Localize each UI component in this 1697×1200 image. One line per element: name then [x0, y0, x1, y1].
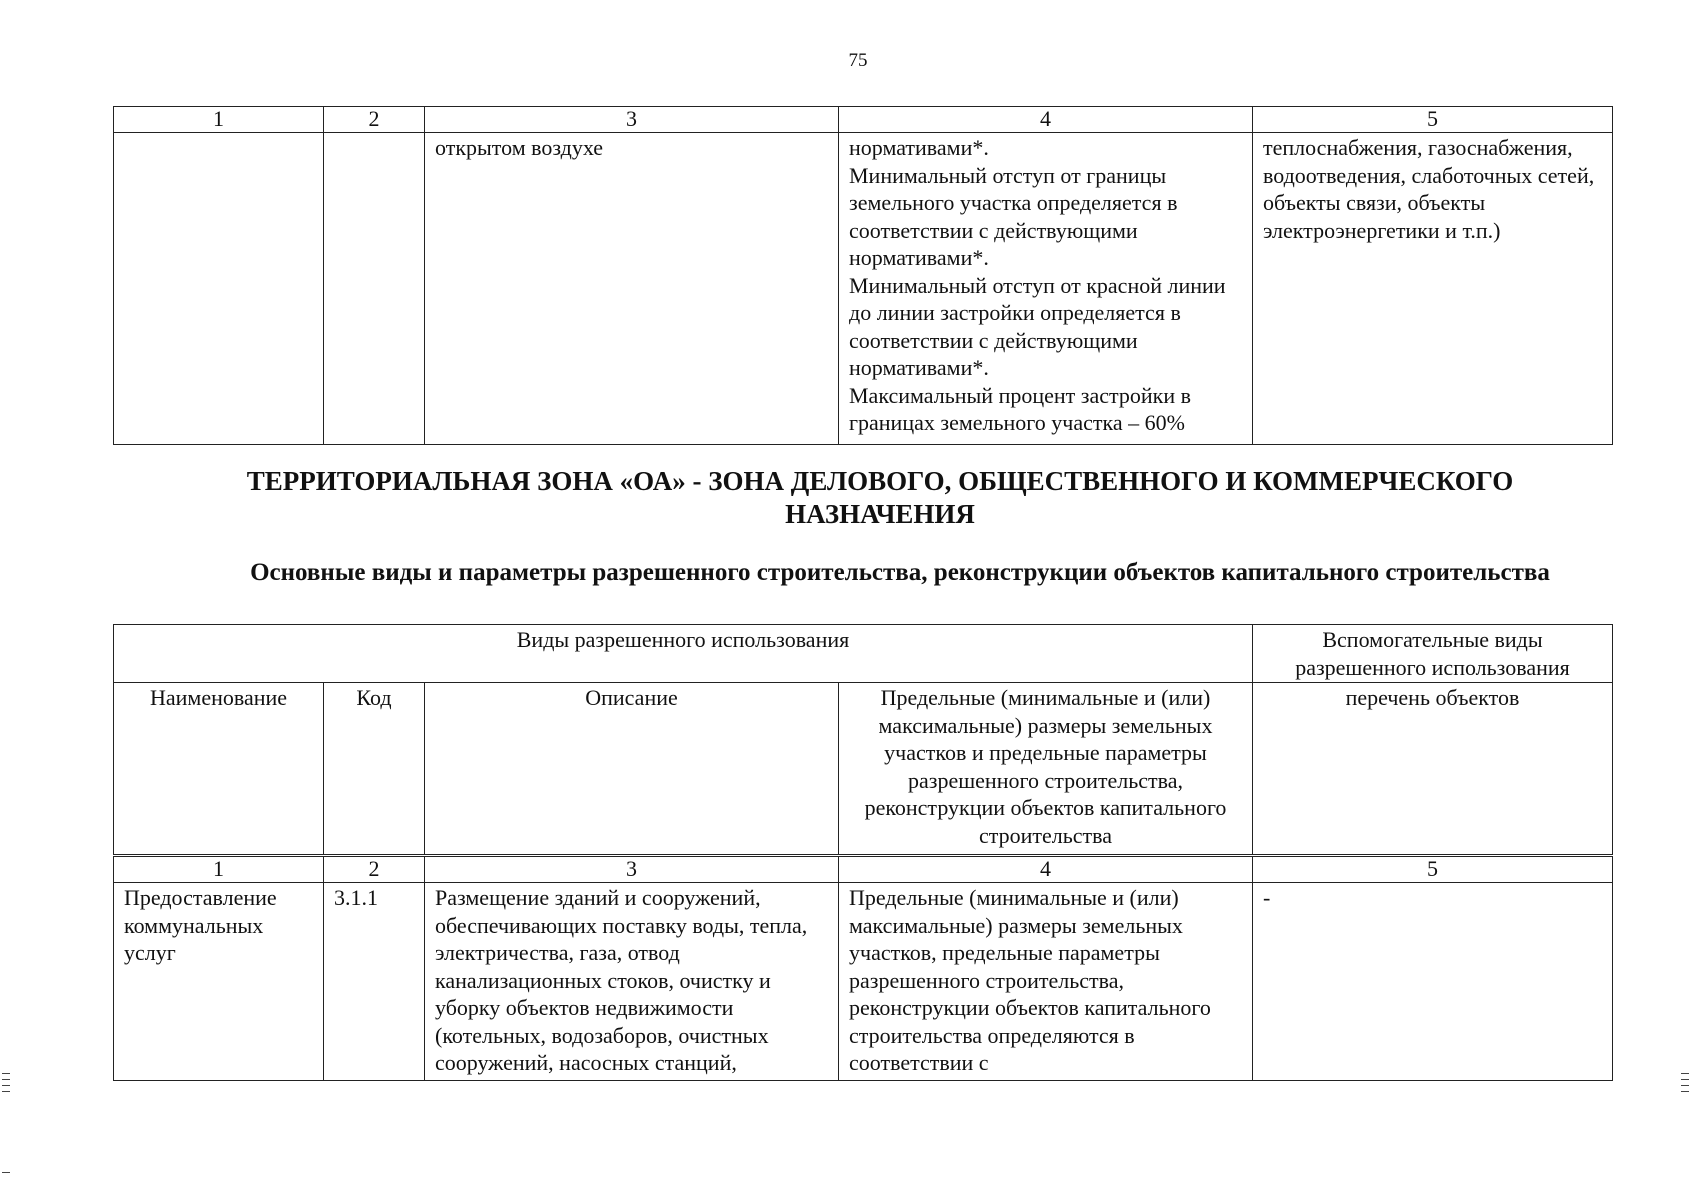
description-cell: Размещение зданий и сооружений, обеспечивающих поставку воды, тепла, электричества, газа, отвод канализационных стоков, очистку и уборку объектов недвижимости (котельных, водозаборов, очистных сооружений, насосных станций,: [425, 883, 839, 1081]
column-header-description: Описание: [425, 683, 839, 856]
column-number: 1: [114, 107, 324, 133]
margin-dash: [2, 1172, 10, 1173]
table-row: [114, 133, 1613, 445]
aux-cell: -: [1253, 883, 1613, 1081]
continuation-table: [113, 106, 1613, 445]
column-header-limits: Предельные (минимальные и (или) максимальные) размеры земельных участков и предельные параметры разрешенного строительства, реконструкции объектов капитального строительства: [839, 683, 1253, 856]
section-subtitle: Основные виды и параметры разрешенного строительства, реконструкции объектов капитального строительства: [250, 559, 1550, 586]
column-header-objects: перечень объектов: [1253, 683, 1613, 856]
column-header-code: Код: [324, 683, 425, 856]
limits-cell: нормативами*. Минимальный отступ от границы земельного участка определяется в соответствии с действующими нормативами*. Минимальный отступ от красной линии до линии застройки определяется в соответствии с действующими нормативами*. Максимальный процент застройки в границах земельного участка – 60%: [839, 133, 1253, 445]
aux-header: Вспомогательные виды разрешенного использования: [1253, 625, 1613, 683]
group-header-row: [114, 625, 1613, 683]
column-number-row: [114, 856, 1613, 883]
code-cell: [324, 133, 425, 445]
column-number: 4: [839, 107, 1253, 133]
column-header-name: Наименование: [114, 683, 324, 856]
column-number: 5: [1253, 107, 1613, 133]
column-number: 2: [324, 856, 425, 883]
binding-marks-right: [1681, 1073, 1689, 1097]
limits-cell: Предельные (минимальные и (или) максимальные) размеры земельных участков, предельные параметры разрешенного строительства, реконструкции объектов капитального строительства определяются в соответствии с: [839, 883, 1253, 1081]
permitted-use-table: [113, 624, 1613, 1081]
description-cell: открытом воздухе: [425, 133, 839, 445]
column-number-row: [114, 107, 1613, 133]
name-cell: [114, 133, 324, 445]
column-number: 2: [324, 107, 425, 133]
column-number: 4: [839, 856, 1253, 883]
group-header: Виды разрешенного использования: [114, 625, 1253, 683]
column-number: 3: [425, 856, 839, 883]
aux-cell: теплоснабжения, газоснабжения, водоотведения, слаботочных сетей, объекты связи, объекты электроэнергетики и т.п.): [1253, 133, 1613, 445]
page-number: 75: [848, 50, 868, 71]
zone-title: ТЕРРИТОРИАЛЬНАЯ ЗОНА «ОА» - ЗОНА ДЕЛОВОГО, ОБЩЕСТВЕННОГО И КОММЕРЧЕСКОГО НАЗНАЧЕНИЯ: [246, 466, 1514, 529]
name-cell: Предоставление коммунальных услуг: [114, 883, 324, 1081]
code-cell: 3.1.1: [324, 883, 425, 1081]
column-number: 3: [425, 107, 839, 133]
binding-marks-left: [2, 1073, 10, 1097]
table-row: [114, 883, 1613, 1081]
column-number: 5: [1253, 856, 1613, 883]
column-number: 1: [114, 856, 324, 883]
column-header-row: [114, 683, 1613, 856]
